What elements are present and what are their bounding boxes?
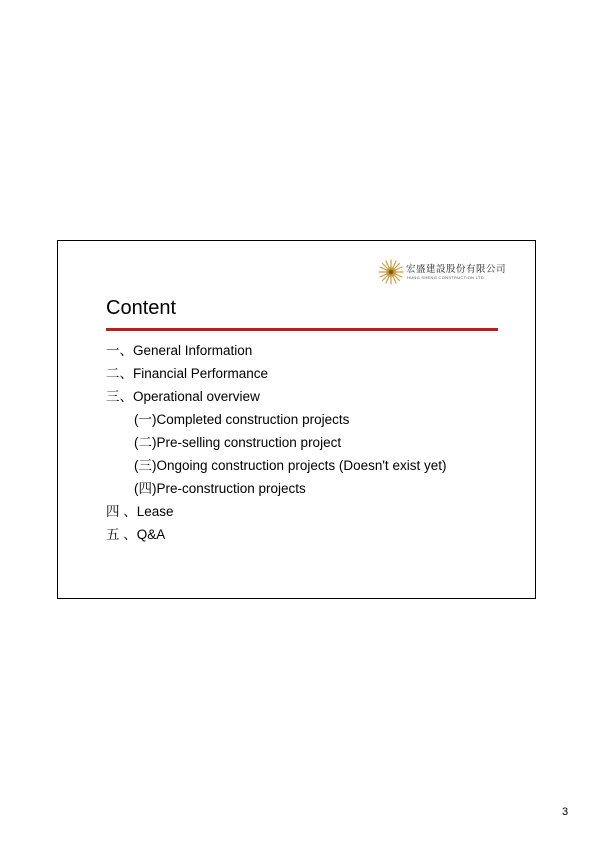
content-item: 四 、Lease [106,504,174,519]
content-item: 二、Financial Performance [106,366,269,381]
content-item: 一、General Information [106,343,253,358]
company-logo [378,259,507,285]
slide [57,240,536,599]
page-number: 3 [562,806,569,818]
content-subitem: (一)Completed construction projects [134,412,350,427]
content-list [106,339,446,546]
slide-title: Content [106,297,177,319]
content-item: 三、Operational overview [106,389,260,404]
title-underline [106,328,498,331]
content-subitem: (四)Pre-construction projects [134,481,306,496]
content-item: 五 、Q&A [106,527,166,542]
company-name-cn: 宏盛建設股份有限公司 [406,264,507,275]
sun-emblem-icon [378,259,404,285]
content-subitem: (二)Pre-selling construction project [134,435,342,450]
content-subitem: (三)Ongoing construction projects (Doesn't exist yet) [134,458,447,473]
company-name-en: HUNG SHENG CONSTRUCTION LTD [407,275,484,280]
